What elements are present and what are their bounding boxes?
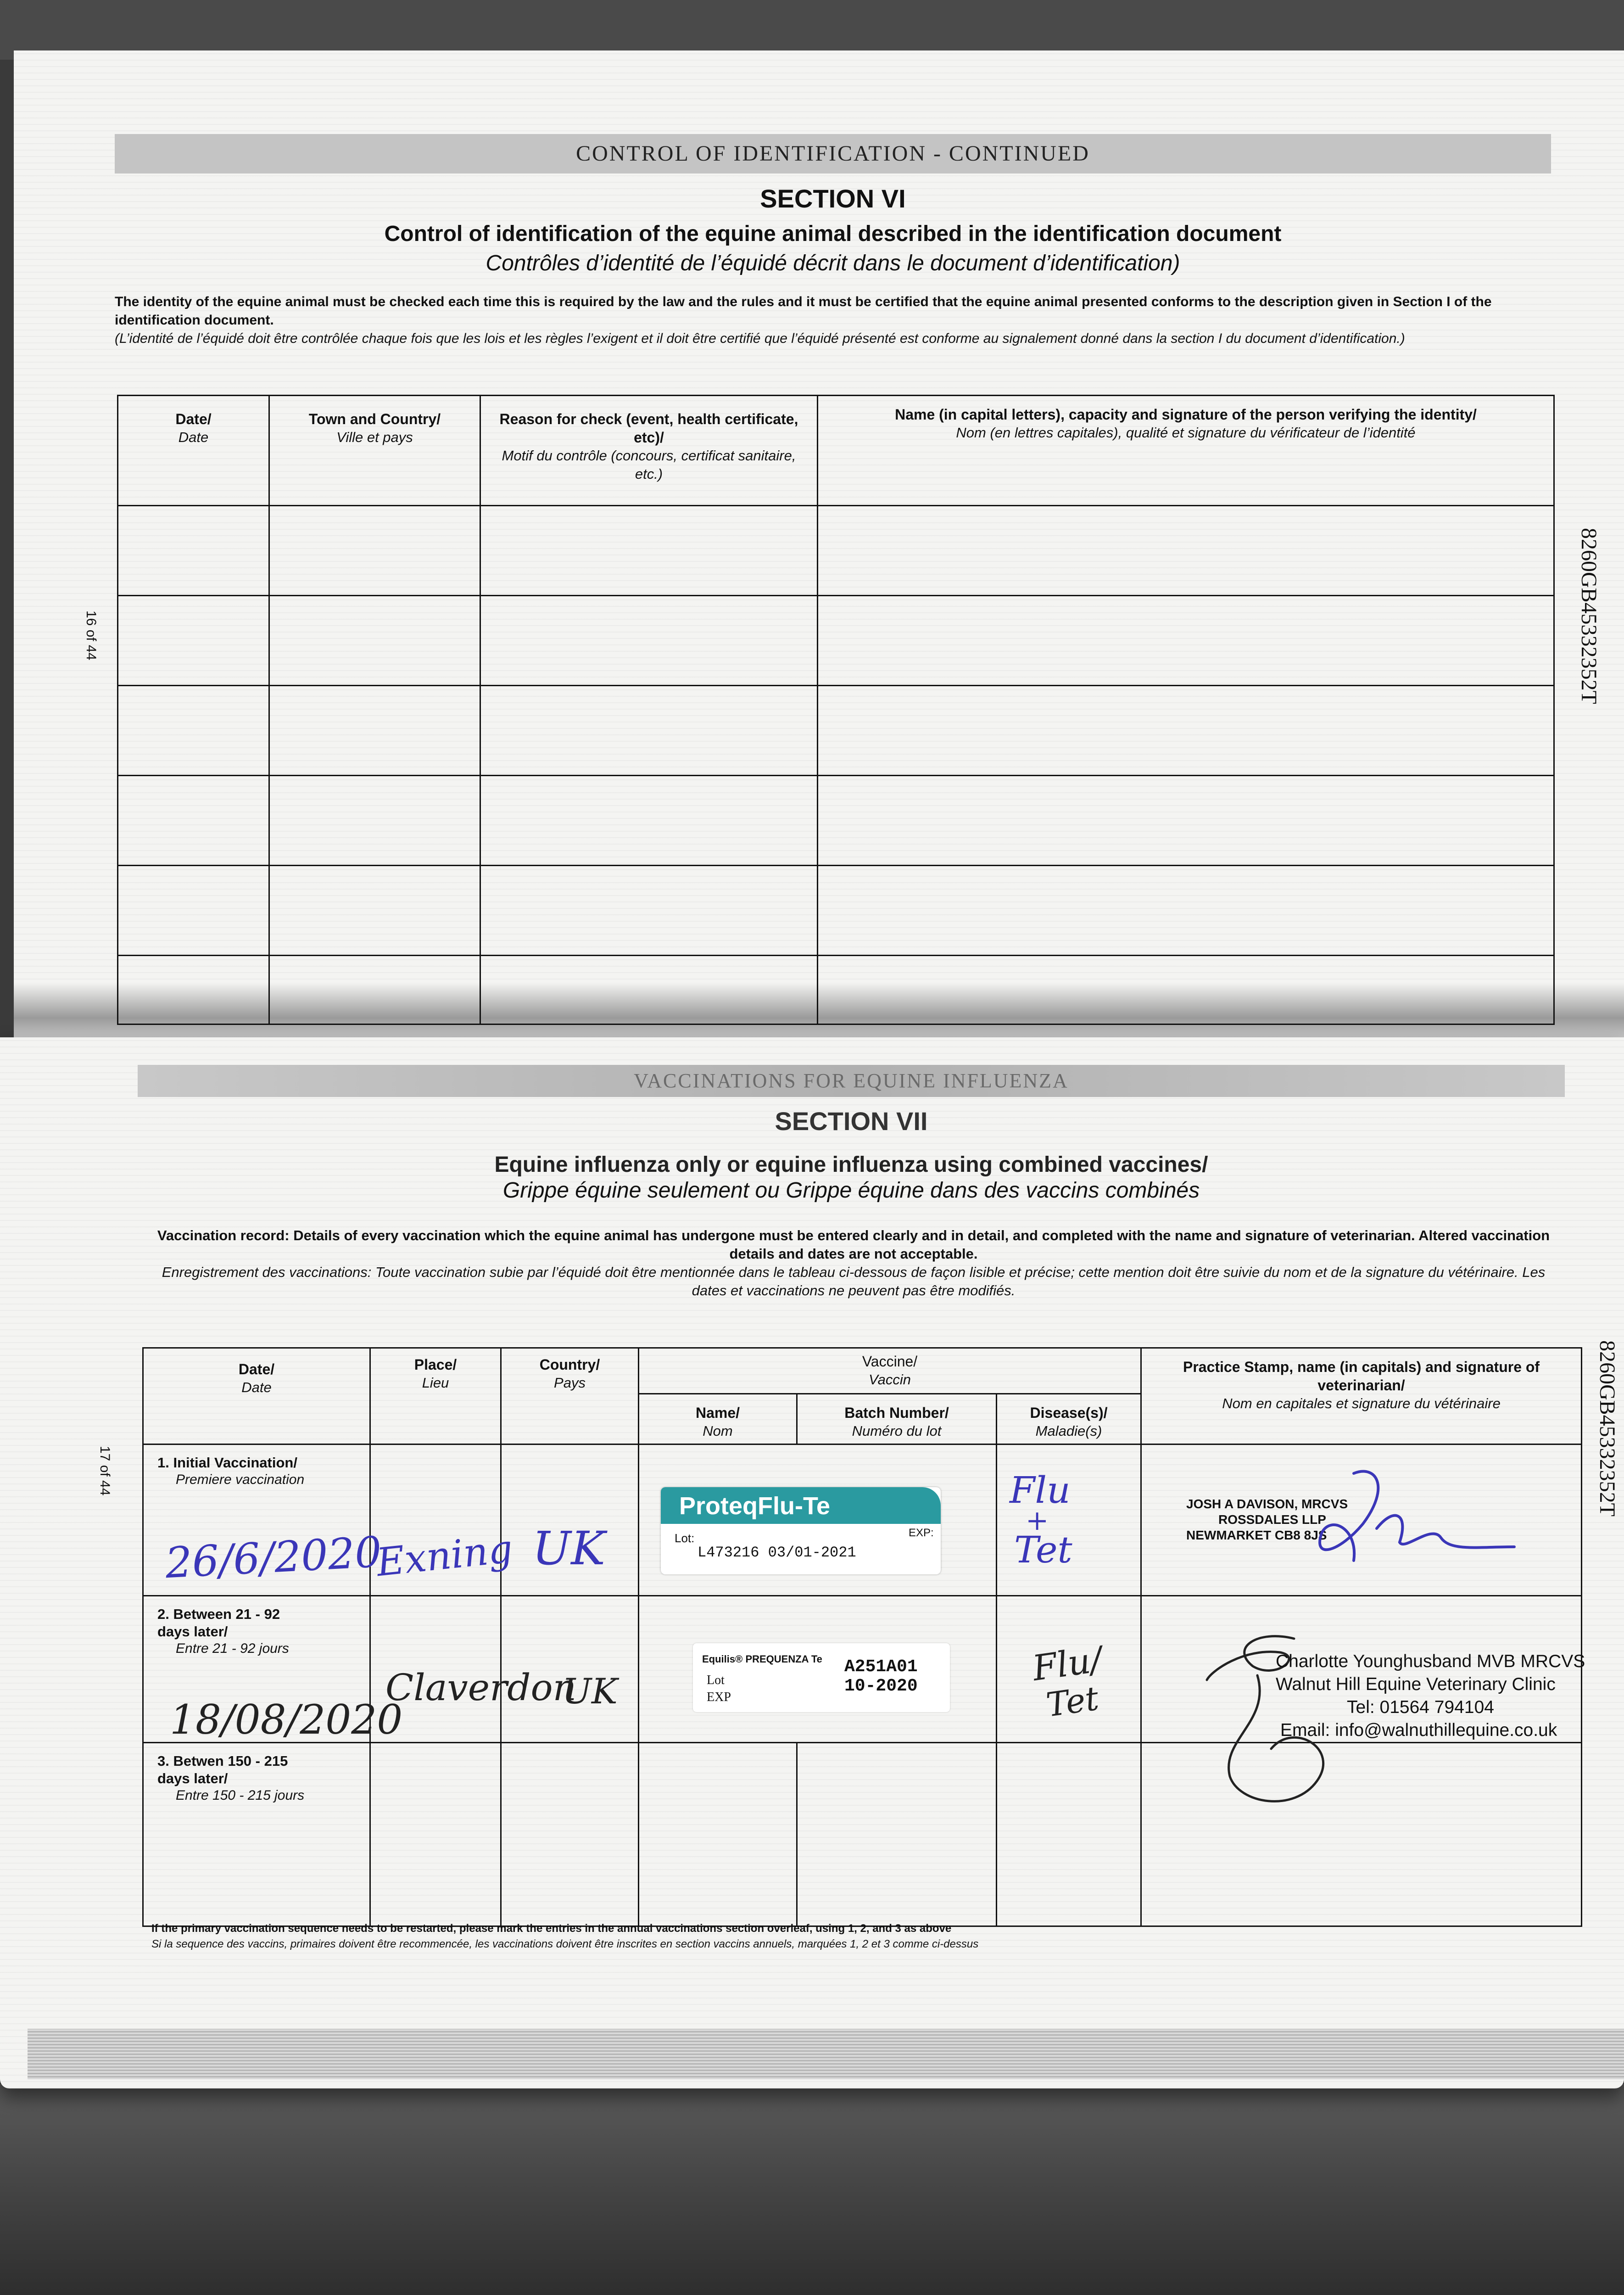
header-town-en: Town and Country/	[308, 411, 441, 427]
header-vaccine-name	[639, 1394, 797, 1444]
row2-date-handwritten: 18/08/2020	[170, 1696, 403, 1743]
cell-row3-name[interactable]	[639, 1743, 797, 1926]
header-practice-en: Practice Stamp, name (in capitals) and signature of veterinarian/	[1183, 1359, 1540, 1394]
restart-note-en: If the primary vaccination sequence needs to be restarted, please mark the entries in the annual vaccinations section overleaf, using 1, 2, and 3 as above	[151, 1922, 952, 1935]
table-row	[118, 956, 1554, 1024]
header-vaccine-fr: Vaccin	[869, 1371, 911, 1388]
page-number-17: 17 of 44	[97, 1446, 112, 1496]
row2-label-fr: Entre 21 - 92 jours	[176, 1641, 289, 1656]
cell-signature[interactable]	[818, 956, 1554, 1024]
header-date	[118, 396, 269, 506]
row3-label-en: 3. Betwen 150 - 215 days later/	[157, 1753, 288, 1786]
row2-disease-line1: Flu/	[1030, 1638, 1105, 1689]
row2-disease-line2: Tet	[1044, 1679, 1101, 1724]
equilis-lot-value: A251A01	[844, 1657, 918, 1677]
header-date-fr: Date	[178, 429, 209, 445]
cell-row3-disease[interactable]	[997, 1743, 1141, 1926]
cell-row3-label[interactable]	[143, 1743, 370, 1926]
cell-date[interactable]	[118, 686, 269, 776]
row1-vet-signature	[1285, 1460, 1542, 1611]
equilis-exp-label: EXP	[707, 1690, 731, 1704]
header-reason	[480, 396, 818, 506]
row2-label-en: 2. Between 21 - 92 days later/	[157, 1606, 280, 1640]
vaccination-record-en: Vaccination record: Details of every vaccination which the equine animal has undergone must be entered clearly and in detail, and completed with the name and signature of veterinarian. Altered vaccination details and dates are not acceptable.	[157, 1227, 1550, 1262]
header-batch	[797, 1394, 997, 1444]
cell-signature[interactable]	[818, 596, 1554, 686]
page-number-16: 16 of 44	[84, 610, 99, 661]
header-date-en: Date/	[175, 411, 212, 427]
row1-disease-line1: Flu	[1010, 1469, 1071, 1511]
proteq-lot-value: L473216 03/01-2021	[698, 1544, 856, 1561]
cell-town[interactable]	[269, 596, 480, 686]
vaccination-row-3	[143, 1743, 1582, 1926]
header-practice-fr: Nom en capitales et signature du vétérinaire	[1222, 1395, 1501, 1411]
section-vii-heading-en-text: Equine influenza only or equine influenza using combined vaccines/	[494, 1153, 1208, 1177]
header-name-fr-v: Nom	[703, 1423, 733, 1439]
row2-stamp-line2: Walnut Hill Equine Veterinary Clinic	[1276, 1674, 1556, 1694]
cell-signature[interactable]	[818, 866, 1554, 956]
header-place-fr: Lieu	[422, 1375, 449, 1391]
header-country	[501, 1348, 639, 1444]
header-country-fr: Pays	[554, 1375, 586, 1391]
cell-date[interactable]	[118, 866, 269, 956]
row2-vet-stamp	[1276, 1650, 1585, 1742]
table-row	[118, 506, 1554, 596]
identity-check-table	[117, 395, 1555, 1025]
row1-stamp-line2: ROSSDALES LLP	[1218, 1512, 1326, 1527]
header-name-en-v: Name/	[695, 1405, 740, 1421]
cell-town[interactable]	[269, 866, 480, 956]
cell-reason[interactable]	[480, 506, 818, 596]
row2-country-handwritten: UK	[562, 1671, 618, 1712]
row1-stamp-line3: NEWMARKET CB8 8JS	[1186, 1528, 1327, 1542]
cell-date[interactable]	[118, 506, 269, 596]
table-row	[118, 776, 1554, 866]
cell-row3-place[interactable]	[370, 1743, 501, 1926]
row2-stamp-line1: Charlotte Younghusband MVB MRCVS	[1276, 1651, 1585, 1671]
row1-country-handwritten: UK	[532, 1522, 605, 1575]
header-vacc-date-fr: Date	[241, 1379, 272, 1395]
cell-signature[interactable]	[818, 776, 1554, 866]
header-vacc-date	[143, 1348, 370, 1444]
cell-town[interactable]	[269, 686, 480, 776]
cell-town[interactable]	[269, 506, 480, 596]
header-batch-en: Batch Number/	[844, 1405, 949, 1421]
row1-stamp-line1: JOSH A DAVISON, MRCVS	[1186, 1497, 1348, 1511]
header-town-fr: Ville et pays	[336, 429, 413, 445]
side-code-bottom: 8260GB45332352T	[1595, 1340, 1619, 1517]
cell-signature[interactable]	[818, 506, 1554, 596]
proteq-exp-label: EXP:	[909, 1527, 934, 1539]
proteq-brand: ProteqFlu-Te	[679, 1492, 830, 1520]
vaccination-record-fr: Enregistrement des vaccinations: Toute vaccination subie par l’équidé doit être mentionnée dans le tableau ci-dessous de façon lisible et précise; cette mention doit être suivie du nom et de la signature du vétérinaire. Les dates et vaccinations ne peuvent pas être modifiés.	[162, 1264, 1546, 1299]
section-vi-heading-fr: Contrôles d’identité de l’équidé décrit dans le document d’identification)	[486, 251, 1180, 275]
row2-stamp-line3: Tel: 01564 794104	[1347, 1697, 1494, 1717]
header-name-en: Name (in capital letters), capacity and signature of the person verifying the identity/	[895, 406, 1477, 423]
section-banner-bottom: VACCINATIONS FOR EQUINE INFLUENZA	[138, 1065, 1565, 1097]
vaccination-table	[142, 1347, 1582, 1927]
cell-town[interactable]	[269, 776, 480, 866]
equilis-lot-label: Lot	[707, 1673, 725, 1687]
cell-reason[interactable]	[480, 956, 818, 1024]
section-vi-intro-en: The identity of the equine animal must be checked each time this is required by the law and the rules and it must be certified that the equine animal presented conforms to the description given in Section I of the identification document.	[115, 294, 1492, 328]
cell-reason[interactable]	[480, 596, 818, 686]
cell-date[interactable]	[118, 596, 269, 686]
cell-reason[interactable]	[480, 686, 818, 776]
header-disease-fr: Maladie(s)	[1035, 1423, 1102, 1439]
section-vii-heading-en	[138, 1152, 1565, 1177]
equilis-vaccine-sticker	[693, 1643, 950, 1712]
table-header-row	[118, 396, 1554, 506]
table-row	[118, 596, 1554, 686]
section-vi-intro-fr: (L’identité de l’équidé doit être contrôlée chaque fois que les lois et les règles l’exigent et il doit être certifié que l’équidé présenté est conforme au signalement donné dans la section I du document d’identification.)	[115, 331, 1405, 346]
row1-label-en: 1. Initial Vaccination/	[157, 1455, 297, 1471]
table-row	[118, 866, 1554, 956]
section-vii-title: SECTION VII	[775, 1107, 928, 1136]
cell-reason[interactable]	[480, 866, 818, 956]
row1-label-fr: Premiere vaccination	[176, 1472, 305, 1487]
cell-town[interactable]	[269, 956, 480, 1024]
table-row	[118, 686, 1554, 776]
side-code-top: 8260GB45332352T	[1577, 528, 1601, 704]
cell-row3-batch[interactable]	[797, 1743, 997, 1926]
header-reason-en: Reason for check (event, health certificate, etc)/	[499, 411, 798, 446]
cell-reason[interactable]	[480, 776, 818, 866]
row1-disease-line2: +	[1026, 1505, 1049, 1537]
section-vi-heading-en: Control of identification of the equine animal described in the identification document	[384, 222, 1282, 246]
header-vacc-date-en: Date/	[238, 1361, 275, 1377]
row1-date-handwritten: 26/6/2020	[164, 1527, 383, 1588]
row2-stamp-line4: Email: info@walnuthillequine.co.uk	[1280, 1720, 1557, 1740]
section-vii-heading-fr: Grippe équine seulement ou Grippe équine dans des vaccins combinés	[502, 1178, 1200, 1203]
header-place-en: Place/	[414, 1356, 457, 1373]
row3-label-fr: Entre 150 - 215 jours	[176, 1788, 305, 1803]
scanner-background-bottom	[0, 2084, 1624, 2295]
header-practice-stamp	[1141, 1348, 1582, 1444]
cell-date[interactable]	[118, 776, 269, 866]
header-batch-fr: Numéro du lot	[852, 1423, 942, 1439]
header-vaccine	[639, 1348, 1141, 1394]
restart-note-fr: Si la sequence des vaccins, primaires doivent être recommencée, les vaccinations doivent être inscrites en section vaccins annuels, marquées 1, 2 et 3 comme ci-dessus	[151, 1938, 979, 1950]
equilis-brand: Equilis® PREQUENZA Te	[702, 1653, 822, 1665]
cell-row3-country[interactable]	[501, 1743, 639, 1926]
header-town-country	[269, 396, 480, 506]
header-name-signature	[818, 396, 1554, 506]
header-disease-en: Disease(s)/	[1030, 1405, 1108, 1421]
header-name-fr: Nom (en lettres capitales), qualité et signature du vérificateur de l’identité	[956, 425, 1416, 441]
header-reason-fr: Motif du contrôle (concours, certificat sanitaire, etc.)	[502, 448, 796, 482]
cell-row1-disease[interactable]	[997, 1444, 1141, 1596]
header-disease	[997, 1394, 1141, 1444]
cell-date[interactable]	[118, 956, 269, 1024]
row2-place-handwritten: Claverdon	[385, 1666, 577, 1709]
cell-signature[interactable]	[818, 686, 1554, 776]
header-country-en: Country/	[539, 1356, 600, 1373]
section-vi-title: SECTION VI	[760, 184, 906, 213]
section-banner-top: CONTROL OF IDENTIFICATION - CONTINUED	[115, 134, 1551, 174]
header-place	[370, 1348, 501, 1444]
vaccination-header-row-1	[143, 1348, 1582, 1394]
proteq-vaccine-sticker	[661, 1487, 941, 1574]
proteq-lot-label: Lot:	[675, 1531, 695, 1545]
equilis-exp-value: 10-2020	[844, 1676, 918, 1696]
row1-place-handwritten: Exning	[374, 1526, 515, 1585]
header-vaccine-en: Vaccine/	[862, 1353, 918, 1370]
row1-disease-line3: Tet	[1014, 1528, 1072, 1571]
page-stack-edges	[28, 2029, 1624, 2079]
